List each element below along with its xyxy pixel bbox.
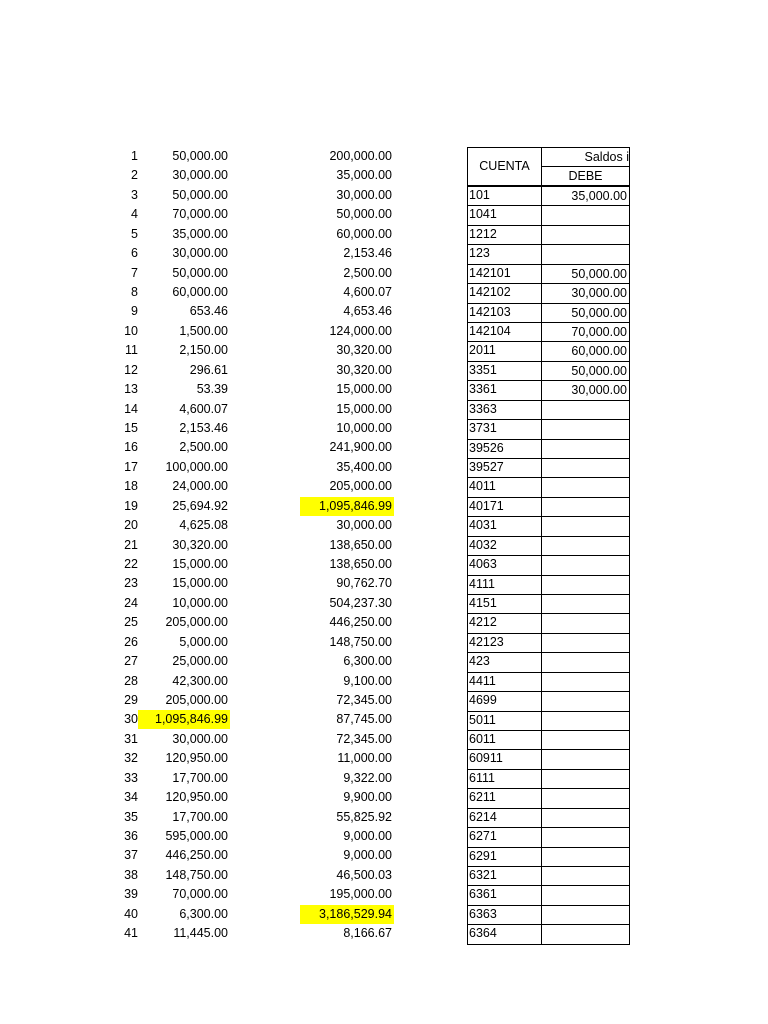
amount-col-2: 9,322.00 <box>343 771 392 785</box>
debe-value <box>541 827 630 848</box>
amount-col-2: 35,000.00 <box>336 168 392 182</box>
header-debe: DEBE <box>541 166 630 186</box>
amount-col-1: 4,625.08 <box>179 518 228 532</box>
account-code: 4212 <box>467 613 542 634</box>
account-code: 142103 <box>467 303 542 323</box>
debe-value: 50,000.00 <box>541 361 630 381</box>
row-number: 35 <box>124 810 138 824</box>
amount-col-2: 3,186,529.94 <box>300 905 394 924</box>
amount-col-1: 53.39 <box>196 382 228 396</box>
amount-col-2: 30,320.00 <box>336 363 392 377</box>
row-number: 18 <box>124 479 138 493</box>
row-number: 20 <box>124 518 138 532</box>
debe-value <box>541 730 630 750</box>
row-number: 25 <box>124 615 138 629</box>
account-code: 40171 <box>467 497 542 517</box>
row-number: 36 <box>124 829 138 843</box>
row-number: 32 <box>124 751 138 765</box>
amount-col-1: 50,000.00 <box>172 188 228 202</box>
amount-col-2: 15,000.00 <box>336 382 392 396</box>
debe-value <box>541 536 630 556</box>
debe-value <box>541 905 630 925</box>
row-number: 34 <box>124 790 138 804</box>
amount-col-2: 30,000.00 <box>336 188 392 202</box>
debe-value <box>541 847 630 867</box>
amount-col-1: 6,300.00 <box>179 907 228 921</box>
account-code: 6111 <box>467 769 542 789</box>
account-code: 2011 <box>467 341 542 362</box>
amount-col-2: 90,762.70 <box>336 576 392 590</box>
account-code: 423 <box>467 652 542 673</box>
amount-col-2: 200,000.00 <box>329 149 392 163</box>
account-code: 6211 <box>467 788 542 809</box>
debe-value <box>541 691 630 712</box>
account-code: 4031 <box>467 516 542 537</box>
amount-col-2: 72,345.00 <box>336 693 392 707</box>
amount-col-1: 11,445.00 <box>173 926 228 940</box>
account-code: 42123 <box>467 633 542 653</box>
amount-col-2: 8,166.67 <box>343 926 392 940</box>
amount-col-1: 15,000.00 <box>172 576 228 590</box>
amount-col-2: 2,153.46 <box>343 246 392 260</box>
account-code: 4032 <box>467 536 542 556</box>
debe-value <box>541 244 630 265</box>
amount-col-1: 10,000.00 <box>172 596 228 610</box>
account-code: 142104 <box>467 322 542 342</box>
row-number: 41 <box>124 926 138 940</box>
debe-value <box>541 769 630 789</box>
row-number: 7 <box>131 266 138 280</box>
debe-value <box>541 575 630 595</box>
amount-col-1: 2,500.00 <box>179 440 228 454</box>
account-code: 3363 <box>467 400 542 420</box>
account-code: 1212 <box>467 225 542 245</box>
amount-col-1: 446,250.00 <box>165 848 228 862</box>
amount-col-2: 195,000.00 <box>329 887 392 901</box>
debe-value: 30,000.00 <box>541 380 630 401</box>
debe-value <box>541 205 630 226</box>
amount-col-2: 87,745.00 <box>336 712 392 726</box>
row-number: 31 <box>124 732 138 746</box>
amount-col-1: 50,000.00 <box>172 149 228 163</box>
amount-col-1: 2,150.00 <box>179 343 228 357</box>
amount-col-2: 10,000.00 <box>336 421 392 435</box>
debe-value <box>541 866 630 886</box>
amount-col-2: 35,400.00 <box>336 460 392 474</box>
debe-value: 50,000.00 <box>541 303 630 323</box>
row-number: 26 <box>124 635 138 649</box>
amount-col-2: 1,095,846.99 <box>300 497 394 516</box>
debe-value <box>541 672 630 692</box>
row-number: 12 <box>124 363 138 377</box>
amount-col-2: 9,100.00 <box>343 674 392 688</box>
row-number: 3 <box>131 188 138 202</box>
amount-col-1: 30,320.00 <box>172 538 228 552</box>
amount-col-2: 46,500.03 <box>336 868 392 882</box>
amount-col-2: 241,900.00 <box>329 440 392 454</box>
amount-col-1: 35,000.00 <box>172 227 228 241</box>
account-code: 6271 <box>467 827 542 848</box>
debe-value: 30,000.00 <box>541 283 630 304</box>
debe-value <box>541 808 630 828</box>
amount-col-1: 30,000.00 <box>172 168 228 182</box>
debe-value <box>541 924 630 945</box>
row-number: 21 <box>124 538 138 552</box>
amount-col-1: 653.46 <box>189 304 228 318</box>
amount-col-2: 60,000.00 <box>336 227 392 241</box>
debe-value <box>541 652 630 673</box>
account-code: 4011 <box>467 477 542 498</box>
account-code: 3351 <box>467 361 542 381</box>
amount-col-2: 205,000.00 <box>329 479 392 493</box>
amount-col-1: 205,000.00 <box>165 615 228 629</box>
row-number: 24 <box>124 596 138 610</box>
row-number: 10 <box>124 324 138 338</box>
amount-col-2: 4,600.07 <box>343 285 392 299</box>
account-code: 142101 <box>467 264 542 284</box>
amount-col-1: 100,000.00 <box>165 460 228 474</box>
account-code: 4063 <box>467 555 542 576</box>
debe-value <box>541 711 630 731</box>
row-number: 17 <box>124 460 138 474</box>
row-number: 39 <box>124 887 138 901</box>
row-number: 9 <box>131 304 138 318</box>
debe-value <box>541 458 630 478</box>
debe-value <box>541 419 630 440</box>
row-number: 1 <box>131 149 138 163</box>
account-code: 123 <box>467 244 542 265</box>
amount-col-2: 6,300.00 <box>343 654 392 668</box>
amount-col-1: 120,950.00 <box>165 751 228 765</box>
row-number: 19 <box>124 499 138 513</box>
amount-col-1: 5,000.00 <box>179 635 228 649</box>
amount-col-1: 30,000.00 <box>172 246 228 260</box>
row-number: 33 <box>124 771 138 785</box>
amount-col-1: 296.61 <box>189 363 228 377</box>
amount-col-1: 24,000.00 <box>172 479 228 493</box>
amount-col-2: 504,237.30 <box>329 596 392 610</box>
amount-col-2: 11,000.00 <box>337 751 392 765</box>
account-code: 142102 <box>467 283 542 304</box>
debe-value <box>541 633 630 653</box>
account-code: 6363 <box>467 905 542 925</box>
amount-col-1: 205,000.00 <box>165 693 228 707</box>
amount-col-1: 1,095,846.99 <box>138 710 230 729</box>
account-code: 4151 <box>467 594 542 614</box>
amount-col-1: 50,000.00 <box>172 266 228 280</box>
debe-value <box>541 788 630 809</box>
amount-col-1: 148,750.00 <box>165 868 228 882</box>
header-cuenta: CUENTA <box>467 147 542 186</box>
debe-value: 70,000.00 <box>541 322 630 342</box>
row-number: 23 <box>124 576 138 590</box>
amount-col-1: 60,000.00 <box>172 285 228 299</box>
row-number: 11 <box>125 343 138 357</box>
account-code: 3361 <box>467 380 542 401</box>
debe-value <box>541 516 630 537</box>
amount-col-1: 17,700.00 <box>172 810 228 824</box>
row-number: 40 <box>124 907 138 921</box>
amount-col-1: 25,694.92 <box>172 499 228 513</box>
account-code: 1041 <box>467 205 542 226</box>
debe-value: 35,000.00 <box>541 186 630 206</box>
debe-value <box>541 594 630 614</box>
account-code: 39527 <box>467 458 542 478</box>
amount-col-2: 148,750.00 <box>329 635 392 649</box>
amount-col-1: 70,000.00 <box>172 207 228 221</box>
debe-value <box>541 225 630 245</box>
amount-col-2: 446,250.00 <box>329 615 392 629</box>
row-number: 37 <box>124 848 138 862</box>
row-number: 15 <box>124 421 138 435</box>
debe-value <box>541 555 630 576</box>
row-number: 13 <box>124 382 138 396</box>
amount-col-2: 2,500.00 <box>343 266 392 280</box>
account-code: 6361 <box>467 885 542 906</box>
amount-col-1: 2,153.46 <box>179 421 228 435</box>
amount-col-2: 55,825.92 <box>336 810 392 824</box>
amount-col-1: 595,000.00 <box>165 829 228 843</box>
row-number: 6 <box>131 246 138 260</box>
account-code: 5011 <box>467 711 542 731</box>
amount-col-2: 30,320.00 <box>336 343 392 357</box>
amount-col-1: 1,500.00 <box>179 324 228 338</box>
amount-col-1: 25,000.00 <box>172 654 228 668</box>
debe-value: 50,000.00 <box>541 264 630 284</box>
debe-value <box>541 477 630 498</box>
account-code: 4111 <box>467 575 542 595</box>
row-number: 16 <box>124 440 138 454</box>
amount-col-2: 15,000.00 <box>336 402 392 416</box>
amount-col-2: 50,000.00 <box>336 207 392 221</box>
account-code: 6321 <box>467 866 542 886</box>
amount-col-2: 138,650.00 <box>329 557 392 571</box>
debe-value <box>541 400 630 420</box>
account-code: 6011 <box>467 730 542 750</box>
amount-col-1: 70,000.00 <box>172 887 228 901</box>
account-code: 60911 <box>467 749 542 770</box>
debe-value <box>541 749 630 770</box>
amount-col-1: 42,300.00 <box>172 674 228 688</box>
account-code: 6291 <box>467 847 542 867</box>
row-number: 2 <box>131 168 138 182</box>
debe-value <box>541 613 630 634</box>
row-number: 5 <box>131 227 138 241</box>
amount-col-1: 4,600.07 <box>179 402 228 416</box>
account-code: 6364 <box>467 924 542 945</box>
row-number: 30 <box>124 712 138 726</box>
row-number: 8 <box>131 285 138 299</box>
debe-value <box>541 497 630 517</box>
row-number: 28 <box>124 674 138 688</box>
account-code: 6214 <box>467 808 542 828</box>
row-number: 22 <box>124 557 138 571</box>
row-number: 14 <box>124 402 138 416</box>
amount-col-1: 17,700.00 <box>172 771 228 785</box>
amount-col-1: 120,950.00 <box>165 790 228 804</box>
amount-col-2: 124,000.00 <box>329 324 392 338</box>
amount-col-1: 15,000.00 <box>172 557 228 571</box>
account-code: 3731 <box>467 419 542 440</box>
amount-col-2: 9,000.00 <box>343 848 392 862</box>
account-code: 4699 <box>467 691 542 712</box>
debe-value <box>541 439 630 459</box>
row-number: 4 <box>131 207 138 221</box>
amount-col-2: 9,900.00 <box>343 790 392 804</box>
account-code: 4411 <box>467 672 542 692</box>
header-saldos: Saldos i <box>541 147 630 167</box>
account-code: 101 <box>467 186 542 206</box>
row-number: 38 <box>124 868 138 882</box>
account-code: 39526 <box>467 439 542 459</box>
debe-value <box>541 885 630 906</box>
amount-col-2: 138,650.00 <box>329 538 392 552</box>
debe-value: 60,000.00 <box>541 341 630 362</box>
amount-col-2: 30,000.00 <box>336 518 392 532</box>
row-number: 29 <box>124 693 138 707</box>
amount-col-2: 4,653.46 <box>343 304 392 318</box>
row-number: 27 <box>124 654 138 668</box>
amount-col-2: 72,345.00 <box>336 732 392 746</box>
amount-col-2: 9,000.00 <box>343 829 392 843</box>
amount-col-1: 30,000.00 <box>172 732 228 746</box>
